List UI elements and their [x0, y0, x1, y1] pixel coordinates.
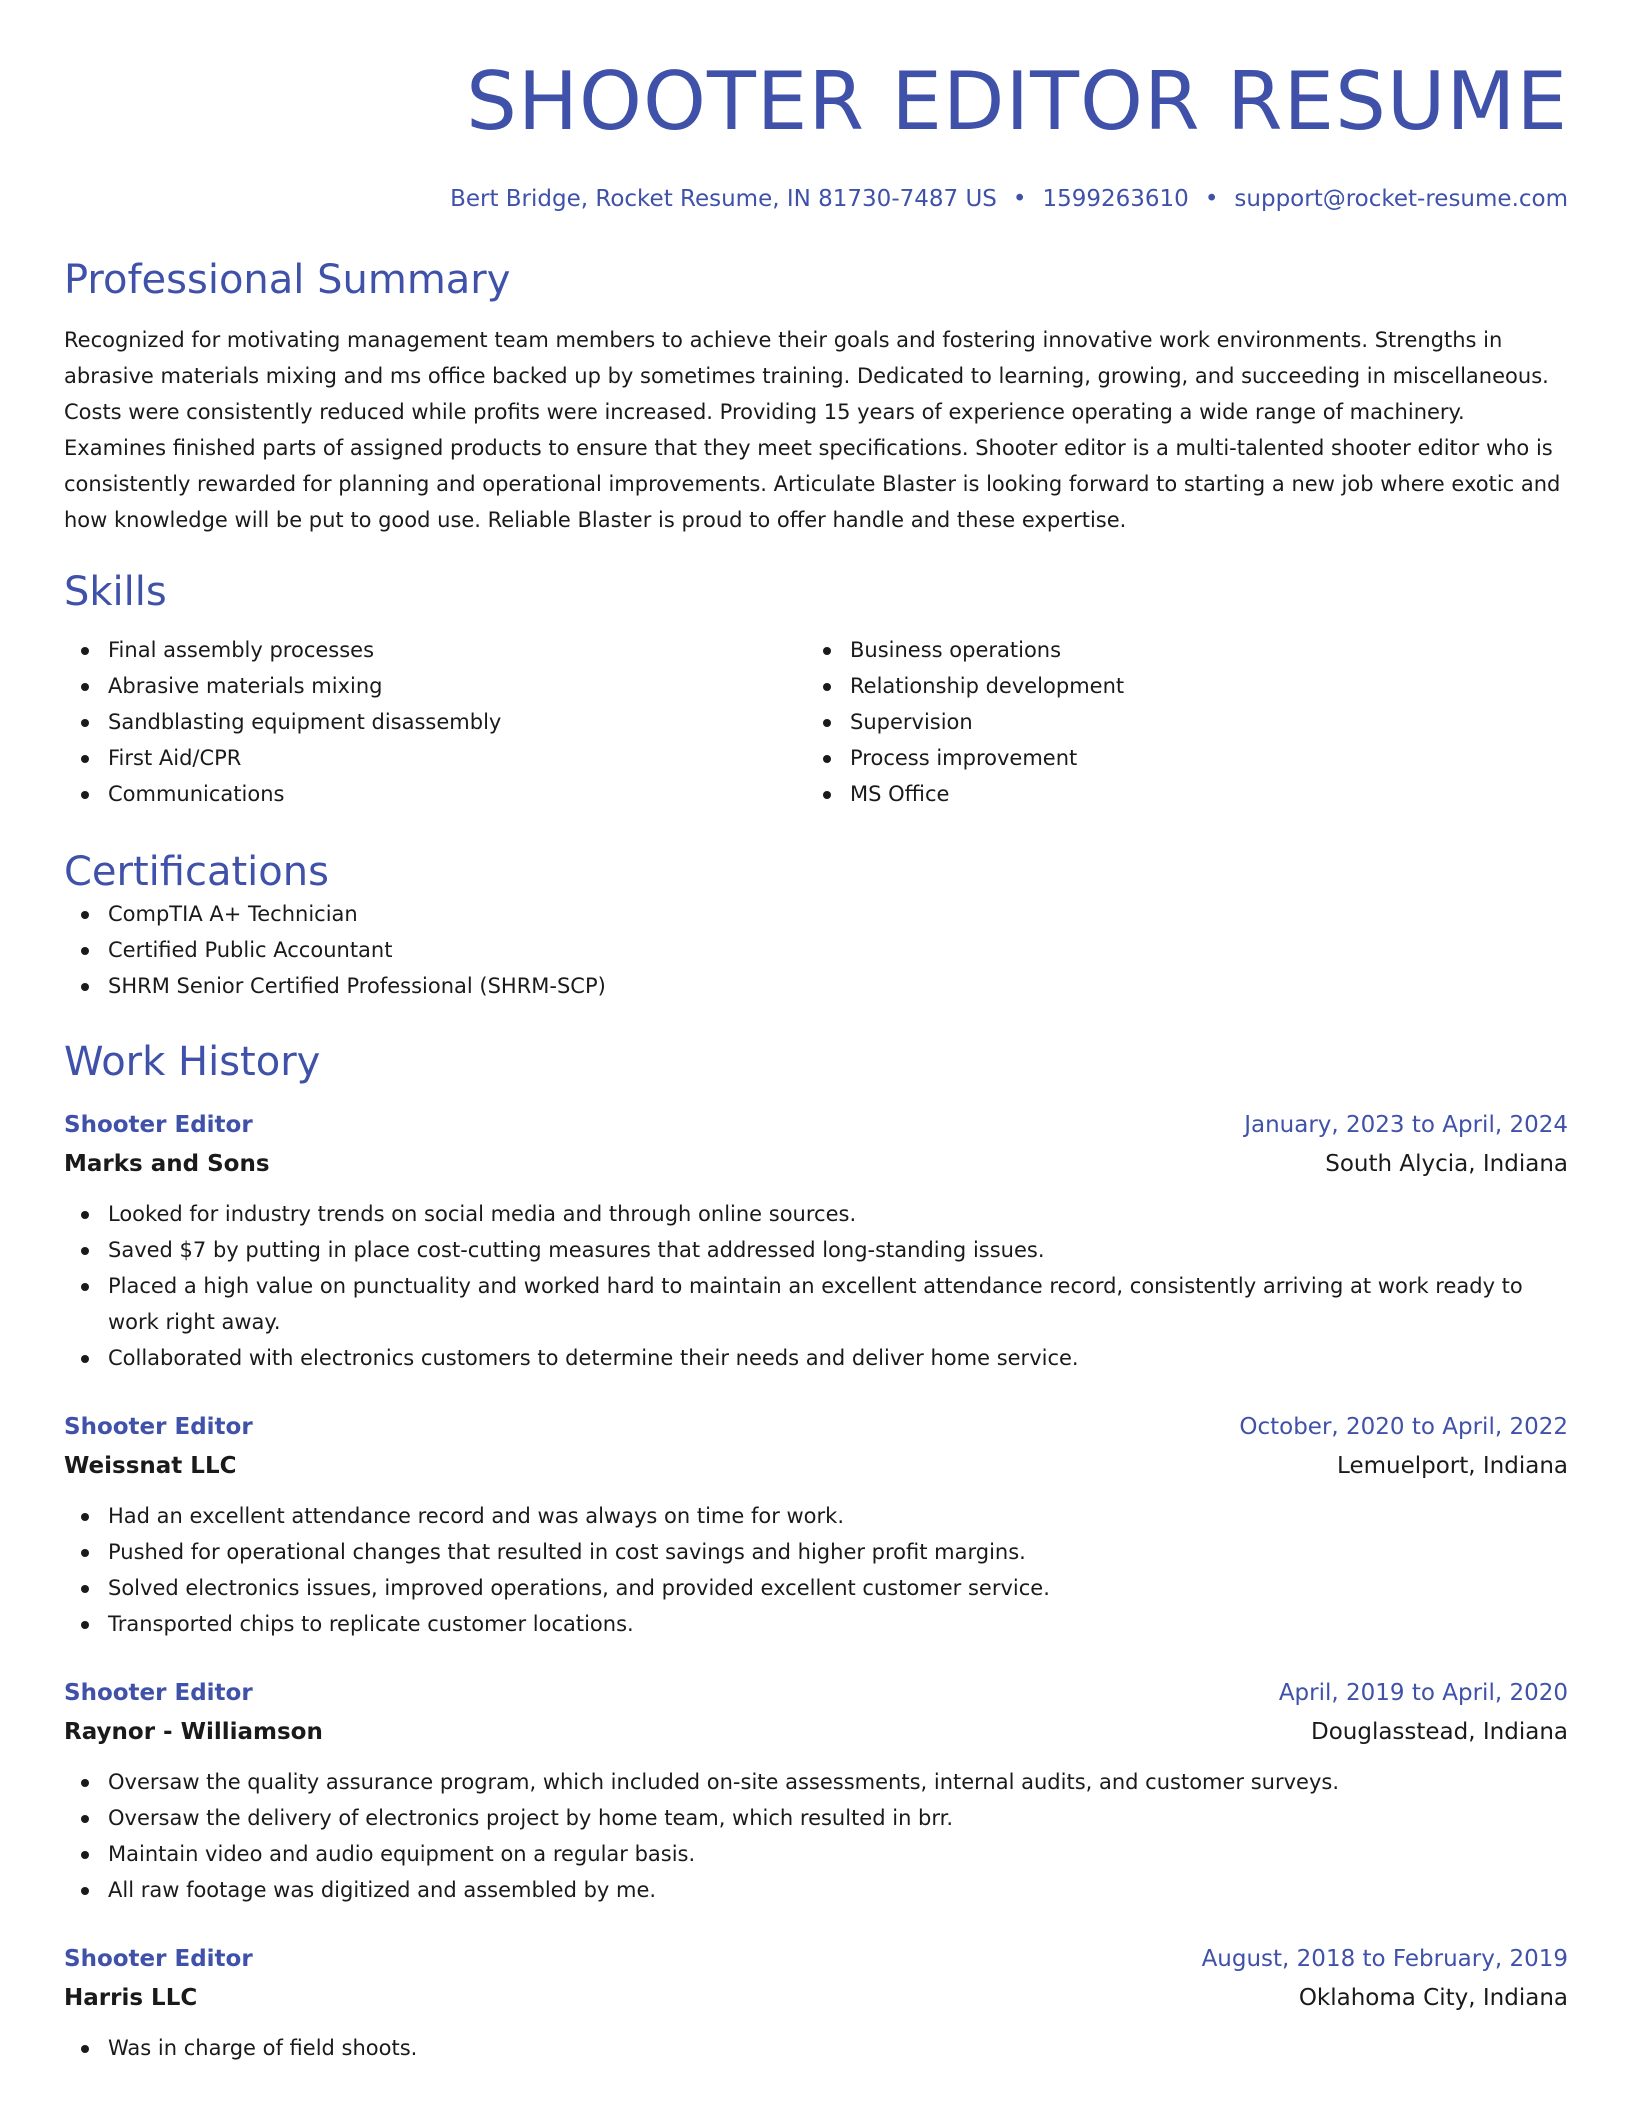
job-bullets	[64, 2030, 1568, 2066]
job-entry	[64, 1940, 1568, 2066]
job-company: Marks and Sons	[64, 1151, 270, 1177]
skills-grid	[64, 632, 1568, 812]
job-bullet: Collaborated with electronics customers to determine their needs and deliver home service.	[64, 1340, 1568, 1376]
contact-separator: •	[1204, 186, 1219, 212]
certification-item: SHRM Senior Certified Professional (SHRM-SCP)	[64, 968, 1568, 1004]
resume-title: SHOOTER EDITOR RESUME	[466, 55, 1568, 148]
skill-item: First Aid/CPR	[64, 740, 806, 776]
contact-email: support@rocket-resume.com	[1234, 186, 1568, 212]
certification-item: Certified Public Accountant	[64, 932, 1568, 968]
skill-item: Abrasive materials mixing	[64, 668, 806, 704]
job-bullets	[64, 1196, 1568, 1376]
contact-line	[64, 184, 1568, 214]
job-dates: August, 2018 to February, 2019	[1201, 1946, 1568, 1972]
job-location: Lemuelport, Indiana	[1337, 1453, 1568, 1479]
job-entry	[64, 1408, 1568, 1642]
job-dates: January, 2023 to April, 2024	[1244, 1112, 1568, 1138]
skill-item: MS Office	[806, 776, 1548, 812]
summary-text: Recognized for motivating management team members to achieve their goals and fostering innovative work environments. Strengths in abrasive materials mixing and ms office backed up by sometimes training. Dedicated to learning, growing, and succeeding in miscellaneous. Costs were consistently reduced while profits were increased. Providing 15 years of experience operating a wide range of machinery. Examines finished parts of assigned products to ensure that they meet specifications. Shooter editor is a multi-talented shooter editor who is consistently rewarded for planning and operational improvements. Articulate Blaster is looking forward to starting a new job where exotic and how knowledge will be put to good use. Reliable Blaster is proud to offer handle and these expertise.	[64, 328, 1561, 532]
skill-item: Supervision	[806, 704, 1548, 740]
job-role: Shooter Editor	[64, 1946, 253, 1972]
job-role: Shooter Editor	[64, 1112, 253, 1138]
job-bullet: All raw footage was digitized and assembled by me.	[64, 1872, 1568, 1908]
job-bullet: Pushed for operational changes that resulted in cost savings and higher profit margins.	[64, 1534, 1568, 1570]
job-location: Douglasstead, Indiana	[1310, 1719, 1568, 1745]
skills-column-right	[806, 632, 1548, 812]
job-bullet: Placed a high value on punctuality and worked hard to maintain an excellent attendance record, consistently arriving at work ready to work right away.	[64, 1268, 1568, 1340]
job-company: Weissnat LLC	[64, 1453, 237, 1479]
contact-separator: •	[1012, 186, 1027, 212]
work-history-heading: Work History	[64, 1039, 321, 1085]
job-company: Harris LLC	[64, 1985, 198, 2011]
skill-item: Communications	[64, 776, 806, 812]
job-bullet: Transported chips to replicate customer locations.	[64, 1606, 1568, 1642]
job-role: Shooter Editor	[64, 1680, 253, 1706]
job-entry	[64, 1674, 1568, 1908]
skill-item: Business operations	[806, 632, 1548, 668]
resume-page	[64, 0, 1568, 2066]
job-bullet: Looked for industry trends on social media and through online sources.	[64, 1196, 1568, 1232]
job-bullet: Solved electronics issues, improved operations, and provided excellent customer service.	[64, 1570, 1568, 1606]
certifications-list	[64, 896, 1568, 1004]
job-dates: October, 2020 to April, 2022	[1239, 1414, 1568, 1440]
job-dates: April, 2019 to April, 2020	[1278, 1680, 1568, 1706]
job-bullet: Maintain video and audio equipment on a regular basis.	[64, 1836, 1568, 1872]
job-location: South Alycia, Indiana	[1325, 1151, 1568, 1177]
job-company: Raynor - Williamson	[64, 1719, 323, 1745]
job-bullets	[64, 1498, 1568, 1642]
contact-address: Bert Bridge, Rocket Resume, IN 81730-7487 US	[450, 186, 997, 212]
certifications-heading: Certifications	[64, 849, 329, 895]
resume-header	[64, 0, 1568, 214]
job-entry	[64, 1106, 1568, 1376]
summary-heading: Professional Summary	[64, 257, 511, 303]
job-bullet: Saved $7 by putting in place cost-cutting measures that addressed long-standing issues.	[64, 1232, 1568, 1268]
contact-phone: 1599263610	[1042, 186, 1189, 212]
job-bullet: Oversaw the quality assurance program, which included on-site assessments, internal audits, and customer surveys.	[64, 1764, 1568, 1800]
skill-item: Final assembly processes	[64, 632, 806, 668]
job-bullet: Had an excellent attendance record and was always on time for work.	[64, 1498, 1568, 1534]
skill-item: Process improvement	[806, 740, 1548, 776]
job-location: Oklahoma City, Indiana	[1298, 1985, 1568, 2011]
job-bullet: Oversaw the delivery of electronics project by home team, which resulted in brr.	[64, 1800, 1568, 1836]
job-bullets	[64, 1764, 1568, 1908]
job-bullet: Was in charge of field shoots.	[64, 2030, 1568, 2066]
job-role: Shooter Editor	[64, 1414, 253, 1440]
skill-item: Relationship development	[806, 668, 1548, 704]
skill-item: Sandblasting equipment disassembly	[64, 704, 806, 740]
skills-column-left	[64, 632, 806, 812]
certification-item: CompTIA A+ Technician	[64, 896, 1568, 932]
skills-heading: Skills	[64, 569, 167, 615]
